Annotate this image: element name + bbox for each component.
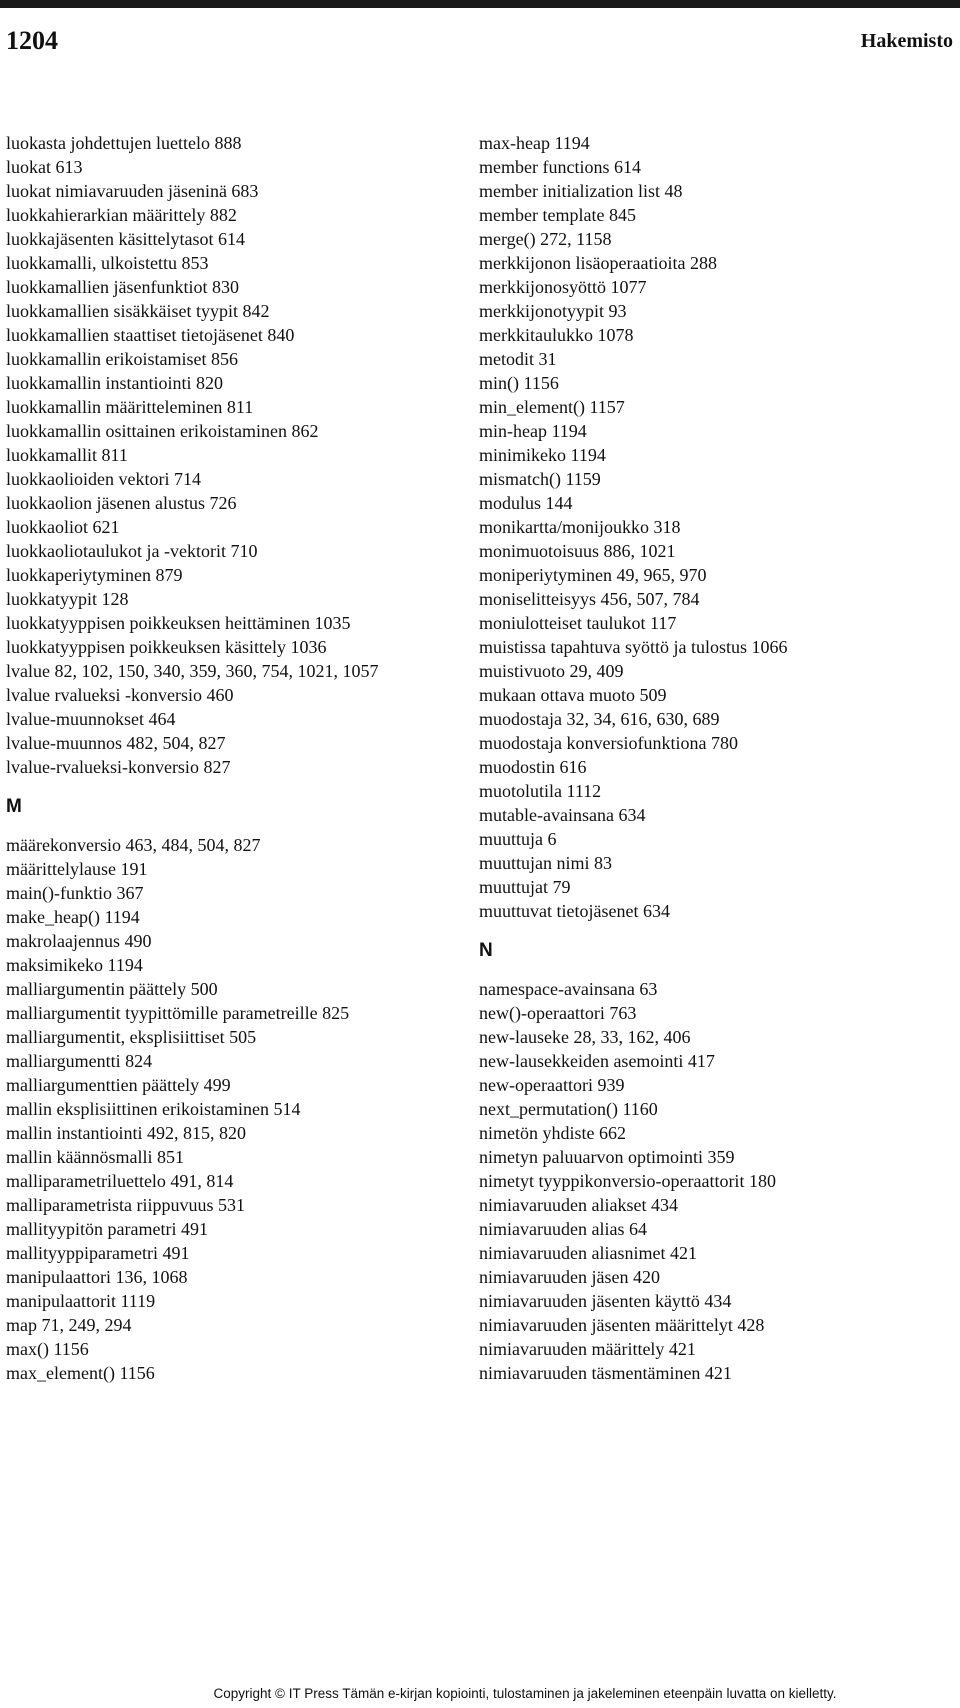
page-header (0, 24, 960, 64)
index-entry: luokkaolion jäsenen alustus 726 (6, 493, 237, 513)
index-entry: malliargumentin päättely 500 (6, 979, 218, 999)
index-entry: luokkatyyppisen poikkeuksen käsittely 1036 (6, 637, 327, 657)
index-entry: määrittelylause 191 (6, 859, 148, 879)
index-entry: mallityyppiparametri 491 (6, 1243, 190, 1263)
index-entry: luokasta johdettujen luettelo 888 (6, 133, 242, 153)
entries-m-continued (479, 131, 949, 923)
index-entry: merkkijonotyypit 93 (479, 301, 627, 321)
index-entry: luokkatyypit 128 (6, 589, 129, 609)
index-entry: nimetön yhdiste 662 (479, 1123, 626, 1143)
index-entry: luokkahierarkian määrittely 882 (6, 205, 237, 225)
index-column-left (6, 131, 466, 1385)
index-entry: mallin eksplisiittinen erikoistaminen 514 (6, 1099, 301, 1119)
index-entry: muotolutila 1112 (479, 781, 602, 801)
index-entry: nimiavaruuden jäsenten käyttö 434 (479, 1291, 732, 1311)
index-entry: map 71, 249, 294 (6, 1315, 132, 1335)
index-entry: mallityypitön parametri 491 (6, 1219, 208, 1239)
index-entry: max_element() 1156 (6, 1363, 155, 1383)
index-entry: luokat 613 (6, 157, 83, 177)
index-entry: luokkamalli, ulkoistettu 853 (6, 253, 209, 273)
index-entry: metodit 31 (479, 349, 557, 369)
index-entry: namespace-avainsana 63 (479, 979, 658, 999)
top-rule (0, 0, 960, 8)
index-entry: lvalue-muunnokset 464 (6, 709, 176, 729)
index-entry: new()-operaattori 763 (479, 1003, 637, 1023)
index-entry: luokkamallin instantiointi 820 (6, 373, 223, 393)
index-entry: luokkamallin määritteleminen 811 (6, 397, 254, 417)
index-entry: muuttuvat tietojäsenet 634 (479, 901, 670, 921)
index-entry: new-operaattori 939 (479, 1075, 625, 1095)
index-entry: lvalue-rvalueksi-konversio 827 (6, 757, 231, 777)
index-entry: nimetyt tyyppikonversio-operaattorit 180 (479, 1171, 776, 1191)
index-entry: malliparametriluettelo 491, 814 (6, 1171, 234, 1191)
index-entry: muuttujan nimi 83 (479, 853, 612, 873)
index-entry: merge() 272, 1158 (479, 229, 612, 249)
index-entry: nimiavaruuden alias 64 (479, 1219, 647, 1239)
index-entry: min-heap 1194 (479, 421, 587, 441)
index-entry: luokat nimiavaruuden jäseninä 683 (6, 181, 259, 201)
index-entry: malliargumenttien päättely 499 (6, 1075, 231, 1095)
index-entry: luokkajäsenten käsittelytasot 614 (6, 229, 245, 249)
index-entry: monikartta/monijoukko 318 (479, 517, 681, 537)
index-entry: member functions 614 (479, 157, 641, 177)
index-entry: luokkaperiytyminen 879 (6, 565, 183, 585)
index-entry: mallin käännösmalli 851 (6, 1147, 184, 1167)
index-entry: member template 845 (479, 205, 636, 225)
index-entry: lvalue rvalueksi -konversio 460 (6, 685, 234, 705)
index-entry: max-heap 1194 (479, 133, 590, 153)
index-entry: min_element() 1157 (479, 397, 625, 417)
index-entry: malliargumentti 824 (6, 1051, 153, 1071)
index-entry: main()-funktio 367 (6, 883, 144, 903)
index-entry: makrolaajennus 490 (6, 931, 152, 951)
index-entry: mukaan ottava muoto 509 (479, 685, 667, 705)
index-entry: nimiavaruuden määrittely 421 (479, 1339, 696, 1359)
index-entry: merkkijonon lisäoperaatioita 288 (479, 253, 717, 273)
index-entry: malliargumentit tyypittömille parametreille 825 (6, 1003, 350, 1023)
index-entry: muuttuja 6 (479, 829, 557, 849)
index-entry: muistissa tapahtuva syöttö ja tulostus 1066 (479, 637, 788, 657)
index-entry: next_permutation() 1160 (479, 1099, 658, 1119)
index-entry: mutable-avainsana 634 (479, 805, 646, 825)
index-entry: luokkamallien sisäkkäiset tyypit 842 (6, 301, 270, 321)
index-entry: monimuotoisuus 886, 1021 (479, 541, 676, 561)
index-entry: nimiavaruuden aliasnimet 421 (479, 1243, 697, 1263)
index-entry: luokkaoliotaulukot ja -vektorit 710 (6, 541, 258, 561)
index-entry: muuttujat 79 (479, 877, 571, 897)
index-entry: muodostaja konversiofunktiona 780 (479, 733, 738, 753)
index-entry: moniperiytyminen 49, 965, 970 (479, 565, 707, 585)
index-entry: new-lausekkeiden asemointi 417 (479, 1051, 715, 1071)
index-entry: minimikeko 1194 (479, 445, 606, 465)
index-entry: muodostin 616 (479, 757, 587, 777)
index-entry: nimiavaruuden jäsenten määrittelyt 428 (479, 1315, 765, 1335)
entries-n (479, 977, 949, 1385)
index-entry: lvalue 82, 102, 150, 340, 359, 360, 754, 1021, 1057 (6, 661, 379, 681)
page-number: 1204 (6, 26, 58, 55)
index-entry: modulus 144 (479, 493, 573, 513)
index-column-right (479, 131, 949, 1385)
index-entry: min() 1156 (479, 373, 559, 393)
index-entry: malliargumentit, eksplisiittiset 505 (6, 1027, 257, 1047)
entries-l (6, 131, 466, 779)
index-entry: manipulaattori 136, 1068 (6, 1267, 188, 1287)
index-entry: muodostaja 32, 34, 616, 630, 689 (479, 709, 720, 729)
index-entry: make_heap() 1194 (6, 907, 140, 927)
entries-m (6, 833, 466, 1385)
index-entry: new-lauseke 28, 33, 162, 406 (479, 1027, 691, 1047)
index-entry: luokkamallit 811 (6, 445, 128, 465)
index-entry: moniulotteiset taulukot 117 (479, 613, 677, 633)
index-entry: max() 1156 (6, 1339, 89, 1359)
index-entry: luokkaolioiden vektori 714 (6, 469, 201, 489)
index-entry: lvalue-muunnos 482, 504, 827 (6, 733, 226, 753)
index-entry: member initialization list 48 (479, 181, 683, 201)
index-entry: nimiavaruuden täsmentäminen 421 (479, 1363, 732, 1383)
index-entry: mallin instantiointi 492, 815, 820 (6, 1123, 246, 1143)
index-entry: mismatch() 1159 (479, 469, 601, 489)
index-entry: luokkamallin erikoistamiset 856 (6, 349, 238, 369)
section-letter-m: M (6, 796, 22, 817)
index-entry: maksimikeko 1194 (6, 955, 143, 975)
index-entry: luokkaoliot 621 (6, 517, 120, 537)
index-entry: luokkamallien jäsenfunktiot 830 (6, 277, 239, 297)
index-entry: luokkatyyppisen poikkeuksen heittäminen 1035 (6, 613, 351, 633)
index-entry: luokkamallin osittainen erikoistaminen 862 (6, 421, 319, 441)
index-entry: luokkamallien staattiset tietojäsenet 840 (6, 325, 295, 345)
index-entry: moniselitteisyys 456, 507, 784 (479, 589, 700, 609)
index-entry: nimetyn paluuarvon optimointi 359 (479, 1147, 735, 1167)
index-entry: nimiavaruuden aliakset 434 (479, 1195, 678, 1215)
index-entry: merkkijonosyöttö 1077 (479, 277, 647, 297)
running-head: Hakemisto (860, 30, 953, 52)
section-letter-n: N (479, 940, 493, 961)
copyright-footer: Copyright © IT Press Tämän e-kirjan kopiointi, tulostaminen ja jakeleminen eteenpäin luvatta on kielletty. (213, 1686, 837, 1701)
index-entry: malliparametrista riippuvuus 531 (6, 1195, 245, 1215)
index-entry: määrekonversio 463, 484, 504, 827 (6, 835, 261, 855)
index-entry: nimiavaruuden jäsen 420 (479, 1267, 660, 1287)
index-entry: manipulaattorit 1119 (6, 1291, 156, 1311)
index-entry: muistivuoto 29, 409 (479, 661, 624, 681)
index-entry: merkkitaulukko 1078 (479, 325, 634, 345)
